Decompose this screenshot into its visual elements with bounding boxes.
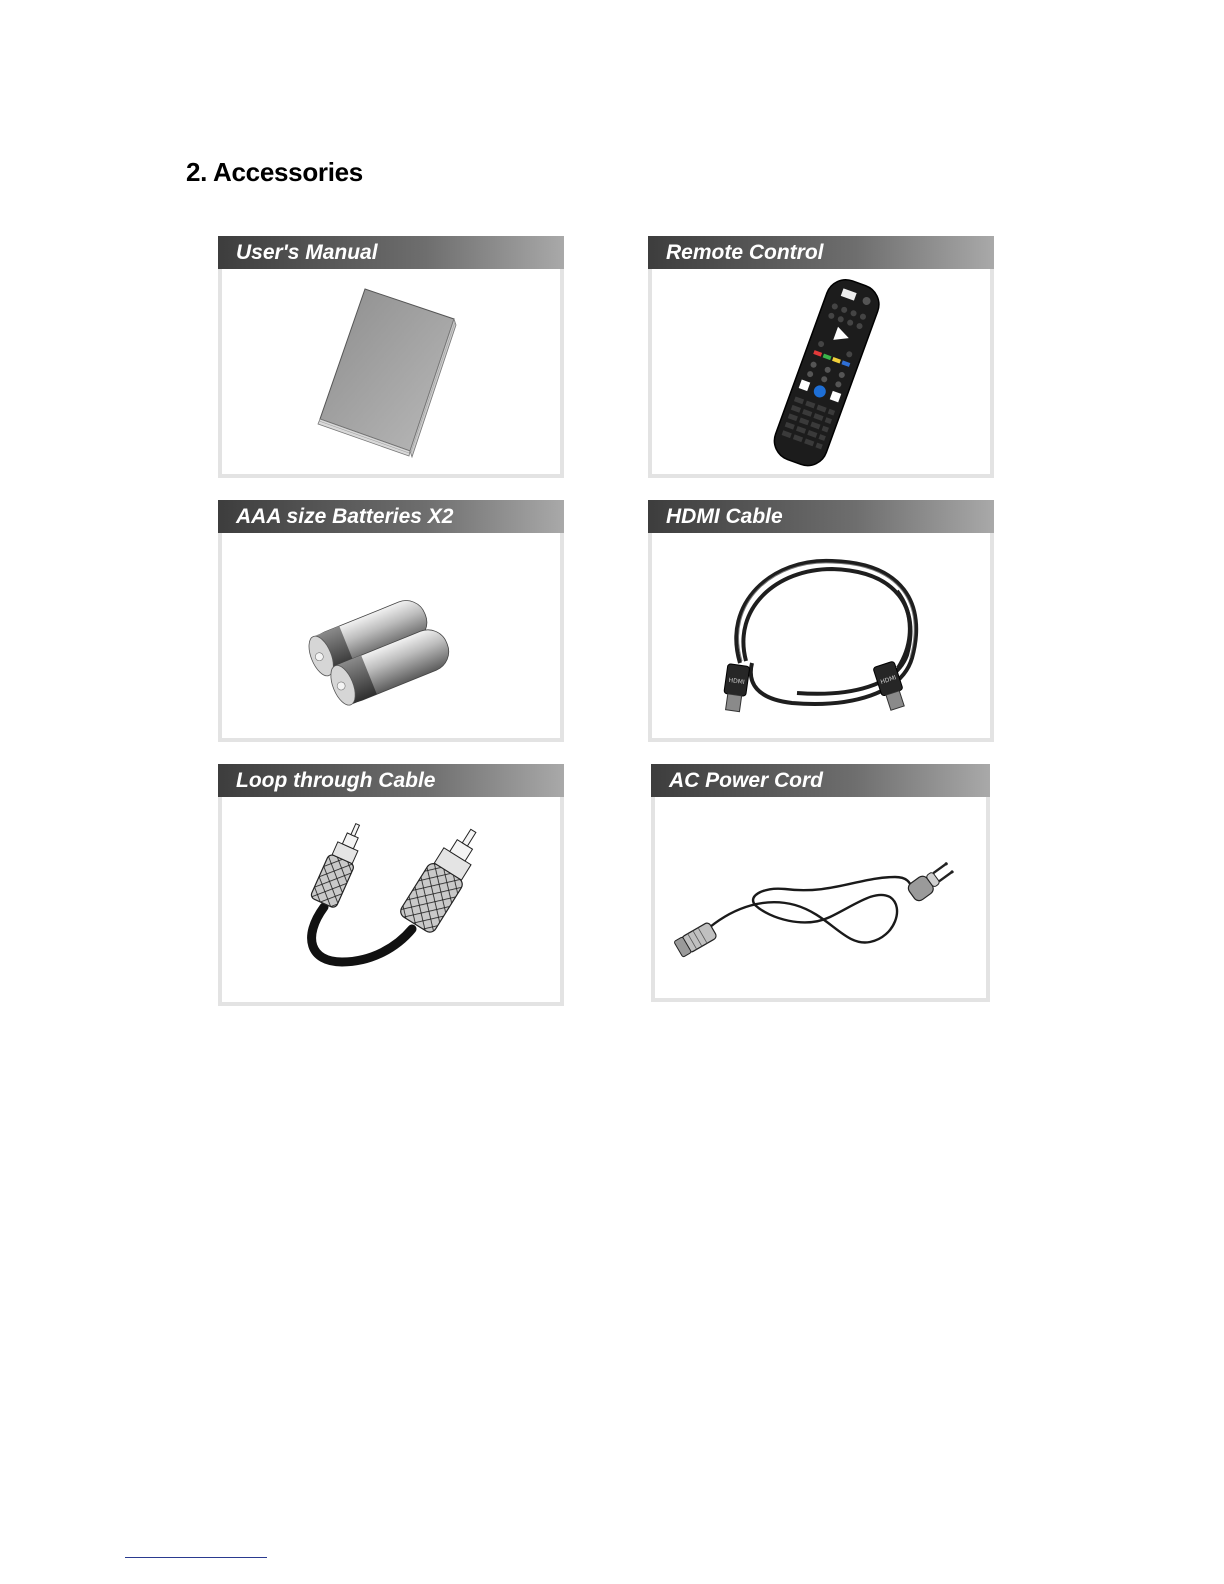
power-cord-icon [655, 797, 986, 998]
accessory-card-users-manual [218, 236, 564, 478]
accessory-card-loop-through-cable [218, 764, 564, 1006]
svg-text:HDMI: HDMI [728, 676, 746, 687]
card-header: Remote Control [648, 236, 994, 269]
manual-icon [222, 269, 560, 474]
card-header: AAA size Batteries X2 [218, 500, 564, 533]
batteries-icon [222, 533, 560, 738]
svg-text:HDMI: HDMI [879, 674, 898, 686]
hdmi-cable-icon [652, 533, 990, 738]
remote-control-icon [652, 269, 990, 474]
accessory-card-remote-control [648, 236, 994, 478]
footnote-separator [125, 1557, 267, 1558]
accessory-card-ac-power-cord [651, 764, 990, 1002]
accessory-card-batteries [218, 500, 564, 742]
card-header: HDMI Cable [648, 500, 994, 533]
page-title: 2. Accessories [186, 157, 363, 187]
accessory-card-hdmi-cable [648, 500, 994, 742]
card-header: User's Manual [218, 236, 564, 269]
card-header: Loop through Cable [218, 764, 564, 797]
loop-through-cable-icon [222, 797, 560, 1002]
card-header: AC Power Cord [651, 764, 990, 797]
